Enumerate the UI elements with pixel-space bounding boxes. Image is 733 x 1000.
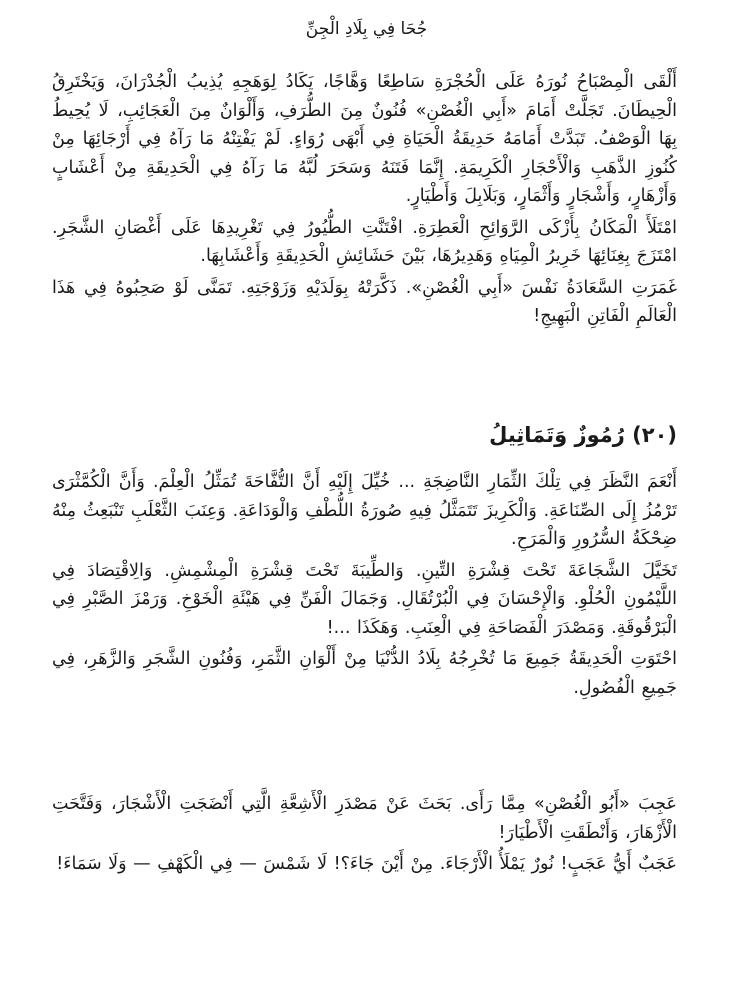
paragraph: عَجِبَ «أَبُو الْغُصْنِ» مِمَّا رَأَى. بَحَثَ عَنْ مَصْدَرِ الْأَشِعَّةِ الَّتِي أَنْضَجَتِ الْأَشْجَارَ، وَفَتَّحَتِ الْأَزْهَارَ، وَأَنْطَقَتِ الْأَطْيَارَ! (52, 794, 677, 843)
paragraph: أَنْعَمَ النَّظَرَ فِي تِلْكَ الثِّمَارِ النَّاضِجَةِ ... خُيِّلَ إِلَيْهِ أَنَّ التُّفَّاحَةَ تُمَثِّلُ الْعِلْمَ. وَأَنَّ الْكُمَّثْرَى تَرْمُزُ إِلَى الصِّنَاعَةِ. وَالْكَرِيزَ تَتَمَثَّلُ فِيهِ صُورَةُ اللُّطْفِ وَالْوَدَاعَةِ. وَعِنَبَ الثَّعْلَبِ تَنْبَعِثُ مِنْهُ ضِحْكَةُ السُّرُورِ وَالْمَرَحِ. (52, 472, 677, 549)
paragraph: تَخَيَّلَ الشَّجَاعَةَ تَحْتَ قِشْرَةِ التِّينِ. وَالطِّيبَةَ تَحْتَ قِشْرَةِ الْمِشْمِشِ. وَالِاقْتِصَادَ فِي اللَّيْمُونِ الْحُلْوِ. وَالْإِحْسَانَ فِي الْبُرْتُقَالِ. وَجَمَالَ الْفَنِّ فِي هَيْئَةِ الْخَوْخِ. وَرَمْزَ الصَّبْرِ فِي الْبَرْقُوقَةِ. وَمَصْدَرَ الْفَصَاحَةِ فِي الْعِنَبِ. وَهَكَذَا ...! (52, 560, 677, 638)
running-header: جُحَا فِي بِلَادِ الْجِنِّ (305, 19, 428, 39)
paragraph: غَمَرَتِ السَّعَادَةُ نَفْسَ «أَبِي الْغُصْنِ». ذَكَّرَتْهُ بِوَلَدَيْهِ وَزَوْجَتِهِ. تَمَنَّى لَوْ صَحِبُوهُ فِي هَذَا الْعَالَمِ الْفَاتِنِ الْبَهِيجِ! (52, 277, 677, 326)
section-garden-description (52, 68, 677, 331)
chapter-title: (٢٠) رُمُوزٌ وَتَمَاثِيلُ (489, 423, 677, 447)
section-symbols (52, 468, 677, 702)
paragraph: أَلْقَى الْمِصْبَاحُ نُورَهُ عَلَى الْحُجْرَةِ سَاطِعًا وَهَّاجًا، يَكَادُ لِوَهَجِهِ يُذِيبُ الْجُدْرَانَ، وَيَخْتَرِقُ الْحِيطَانَ. تَجَلَّتْ أَمَامَ «أَبِي الْغُصْنِ» فُنُونٌ مِنَ الطُّرَفِ، وَأَلْوَانٌ مِنَ الْعَجَائِبِ، لَا يُحِيطُ بِهَا الْوَصْفُ. تَبَدَّتْ أَمَامَهُ حَدِيقَةُ الْحَيَاةِ فِي أَبْهَى رُوَاءٍ. لَمْ يَفْتِنْهُ مَا رَآهُ فِي أَرْجَائِهَا مِنْ كُنُوزِ الذَّهَبِ وَالْأَحْجَارِ الْكَرِيمَةِ. إِنَّمَا فَتَنَهُ وَسَحَرَ لُبَّهُ مَا رَآهُ فِي الْحَدِيقَةِ مِنْ أَعْشَابٍ وَأَزْهَارٍ، وَأَشْجَارٍ وَأَثْمَارٍ، وَبَلَابِلَ وَأَطْيَارٍ. (52, 72, 677, 206)
paragraph: عَجَبٌ أَيُّ عَجَبٍ! نُورٌ يَمْلَأُ الْأَرْجَاءَ. مِنْ أَيْنَ جَاءَ؟! لَا شَمْسَ — فِي الْكَهْفِ — وَلَا سَمَاءَ! (56, 854, 677, 874)
paragraph: امْتَلَأَ الْمَكَانُ بِأَزْكَى الرَّوَائِحِ الْعَطِرَةِ. افْتَنَّتِ الطُّيُورُ فِي تَغْرِيدِهَا عَلَى أَغْصَانِ الشَّجَرِ. امْتَزَجَ بِغِنَائِهَا خَرِيرُ الْمِيَاهِ وَهَدِيرُهَا، بَيْنَ حَشَائِشِ الْحَدِيقَةِ وَأَعْشَابِهَا. (52, 217, 677, 266)
section-light-source (52, 790, 677, 879)
paragraph: احْتَوَتِ الْحَدِيقَةُ جَمِيعَ مَا تُخْرِجُهُ بِلَادُ الدُّنْيَا مِنْ أَلْوَانِ الثَّمَرِ، وَفُنُونِ الشَّجَرِ وَالزَّهَرِ، فِي جَمِيعِ الْفُصُولِ. (52, 649, 677, 698)
